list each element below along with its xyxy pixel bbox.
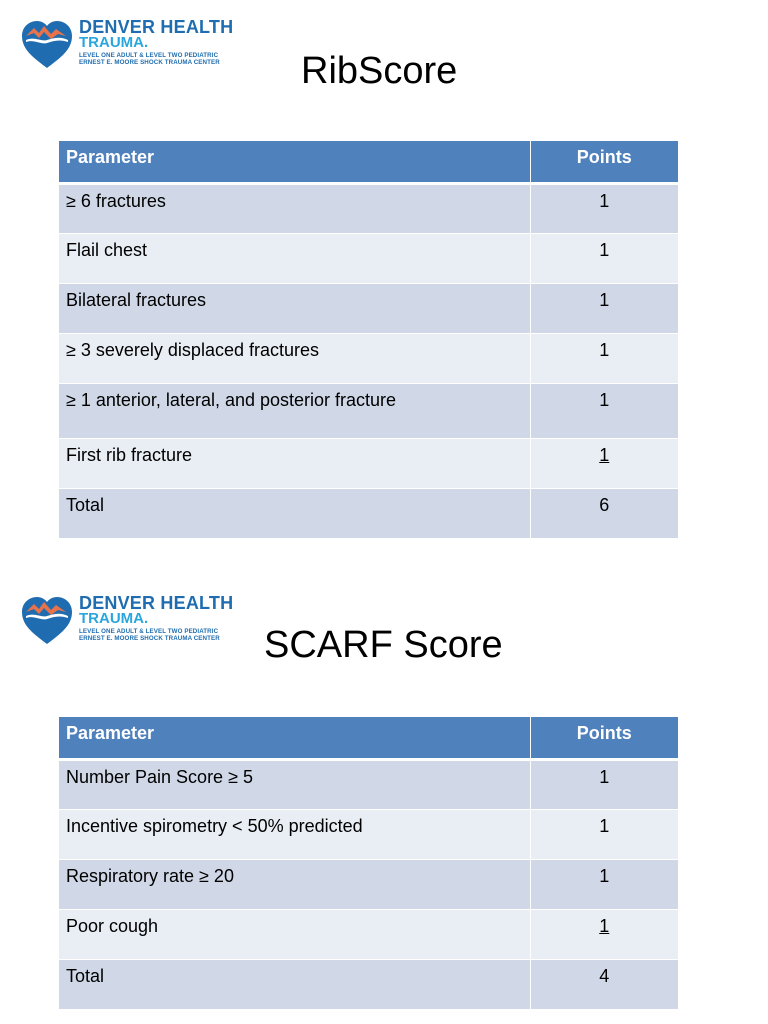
logo-tagline-2: ERNEST E. MOORE SHOCK TRAUMA CENTER xyxy=(79,59,220,66)
ribscore-title: RibScore xyxy=(301,50,458,92)
points-header: Points xyxy=(530,141,678,183)
parameter-cell: Flail chest xyxy=(59,233,530,283)
points-cell: 1 xyxy=(530,809,678,859)
denver-health-logo xyxy=(20,18,260,74)
table-row xyxy=(59,759,678,809)
logo-name: DENVER HEALTH xyxy=(79,17,234,37)
points-cell: 1 xyxy=(530,333,678,383)
logo-name: DENVER HEALTH xyxy=(79,593,234,613)
points-value: 1 xyxy=(599,915,610,936)
parameter-cell: ≥ 1 anterior, lateral, and posterior fracture xyxy=(59,383,530,438)
total-points-cell: 6 xyxy=(530,488,678,538)
denver-health-logo xyxy=(20,594,260,650)
table-row xyxy=(59,809,678,859)
parameter-cell: Bilateral fractures xyxy=(59,283,530,333)
table-row-total xyxy=(59,959,678,1009)
logo-tagline-1: LEVEL ONE ADULT & LEVEL TWO PEDIATRIC xyxy=(79,628,219,635)
parameter-header: Parameter xyxy=(59,717,530,759)
table-header-row xyxy=(59,141,678,183)
scarf-table xyxy=(59,717,678,1009)
table-row xyxy=(59,859,678,909)
points-cell: 1 xyxy=(530,759,678,809)
points-cell: 1 xyxy=(530,233,678,283)
total-label-cell: Total xyxy=(59,488,530,538)
points-value: 1 xyxy=(599,444,610,465)
table-row xyxy=(59,233,678,283)
table-row xyxy=(59,283,678,333)
points-cell: 1 xyxy=(530,383,678,438)
points-cell xyxy=(530,438,678,488)
logo-tagline-2: ERNEST E. MOORE SHOCK TRAUMA CENTER xyxy=(79,635,220,642)
ribscore-table xyxy=(59,141,678,538)
parameter-cell: Respiratory rate ≥ 20 xyxy=(59,859,530,909)
table-row-total xyxy=(59,488,678,538)
points-cell: 1 xyxy=(530,859,678,909)
parameter-cell: Incentive spirometry < 50% predicted xyxy=(59,809,530,859)
parameter-cell: Poor cough xyxy=(59,909,530,959)
scarf-title: SCARF Score xyxy=(264,624,503,666)
points-cell xyxy=(530,909,678,959)
logo-subname: TRAUMA. xyxy=(79,610,149,627)
total-points-cell: 4 xyxy=(530,959,678,1009)
table-header-row xyxy=(59,717,678,759)
heart-logo-icon xyxy=(20,20,74,70)
parameter-header: Parameter xyxy=(59,141,530,183)
total-label-cell: Total xyxy=(59,959,530,1009)
parameter-cell: ≥ 6 fractures xyxy=(59,183,530,233)
table-row xyxy=(59,909,678,959)
points-header: Points xyxy=(530,717,678,759)
points-cell: 1 xyxy=(530,283,678,333)
parameter-cell: ≥ 3 severely displaced fractures xyxy=(59,333,530,383)
parameter-cell: First rib fracture xyxy=(59,438,530,488)
table-row xyxy=(59,183,678,233)
table-row xyxy=(59,333,678,383)
logo-tagline-1: LEVEL ONE ADULT & LEVEL TWO PEDIATRIC xyxy=(79,52,219,59)
table-row xyxy=(59,438,678,488)
logo-subname: TRAUMA. xyxy=(79,34,149,51)
points-cell: 1 xyxy=(530,183,678,233)
table-row xyxy=(59,383,678,438)
parameter-cell: Number Pain Score ≥ 5 xyxy=(59,759,530,809)
heart-logo-icon xyxy=(20,596,74,646)
